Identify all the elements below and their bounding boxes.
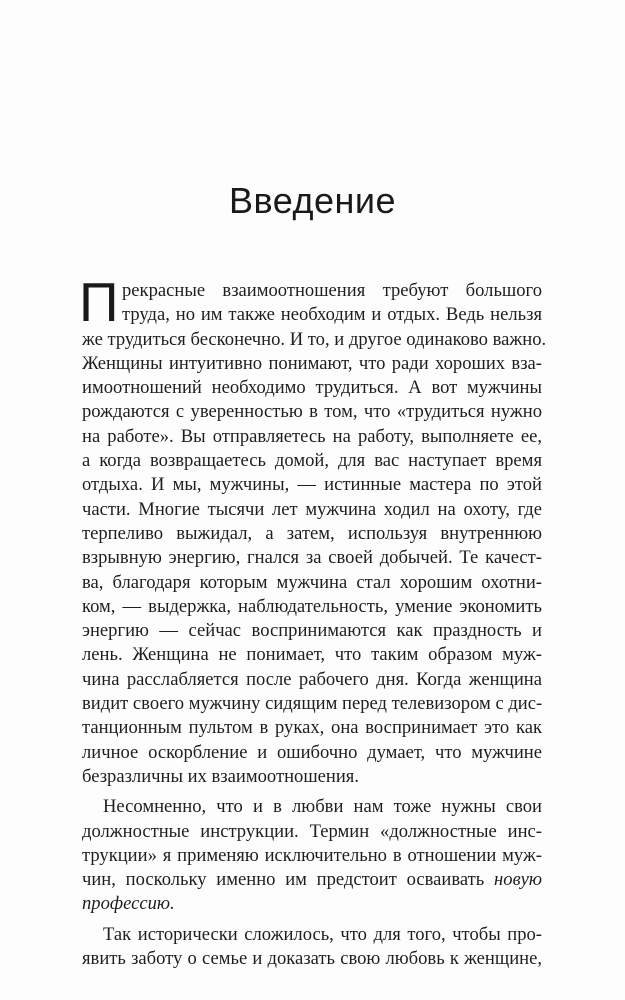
text-line: личное оскорбление и ошибочно думает, что мужчине	[82, 741, 542, 763]
text-line: безразличны их взаимоотношения.	[82, 765, 359, 787]
text-line: явить заботу о семье и доказать свою любовь к женщине,	[82, 948, 542, 970]
text-line: ва, благодаря которым мужчина стал хорошим охотни-	[82, 571, 542, 593]
text-line: части. Многие тысячи лет мужчина ходил на охоту, где	[82, 498, 542, 520]
text-line: Женщины интуитивно понимают, что ради хороших вза-	[82, 352, 542, 374]
text-line: Так исторически сложилось, что для того, чтобы про-	[103, 923, 542, 945]
text-line: взрывную энергию, гнался за своей добычей. Те качест-	[82, 547, 542, 569]
text-line: имоотношений необходимо трудиться. А вот мужчины	[82, 377, 542, 399]
text-line: энергию — сейчас воспринимаются как праздность и	[82, 620, 542, 642]
paragraph-3	[82, 923, 542, 972]
text-line: труда, но им также необходим и отдых. Ведь нельзя	[122, 304, 542, 326]
paragraph-2	[82, 795, 542, 916]
body-text	[79, 271, 547, 971]
text-line: на работе». Вы отправляетесь на работу, выполняете ее,	[82, 425, 542, 447]
text-line: ком, — выдержка, наблюдательность, умение экономить	[82, 595, 542, 617]
text-line: танционным пультом в руках, она воспринимает это как	[82, 717, 542, 739]
text-line: терпеливо выжидал, а затем, используя внутреннюю	[82, 522, 542, 544]
text-line: лень. Женщина не понимает, что таким образом муж-	[82, 644, 542, 666]
text-segment: чин, поскольку именно им предстоит осваивать	[82, 869, 485, 891]
paragraph-1	[79, 271, 547, 789]
text-line: профессию.	[82, 893, 175, 915]
text-line: видит своего мужчину сидящим перед телевизором с дис-	[82, 693, 543, 715]
text-line: рождаются с уверенностью в том, что «трудиться нужно	[82, 401, 542, 423]
text-line: трукции» я применяю исключительно в отношении муж-	[82, 844, 542, 866]
text-line: а когда возвращаетесь домой, для вас наступает время	[82, 450, 542, 472]
text-line: Несомненно, что и в любви нам тоже нужны свои	[103, 796, 542, 818]
chapter-title: Введение	[228, 180, 396, 221]
text-line: рекрасные взаимоотношения требуют большого	[122, 280, 542, 301]
text-line: же трудиться бесконечно. И то, и другое одинаково важно.	[82, 328, 547, 350]
italic-text: новую	[494, 869, 543, 891]
text-line: отдыха. И мы, мужчины, — истинные мастера по этой	[82, 474, 542, 496]
text-line: чина расслабляется после рабочего дня. Когда женщина	[82, 668, 542, 690]
text-line: должностные инструкции. Термин «должностные инс-	[82, 820, 542, 842]
drop-cap: П	[79, 271, 119, 333]
text-line	[82, 868, 542, 892]
